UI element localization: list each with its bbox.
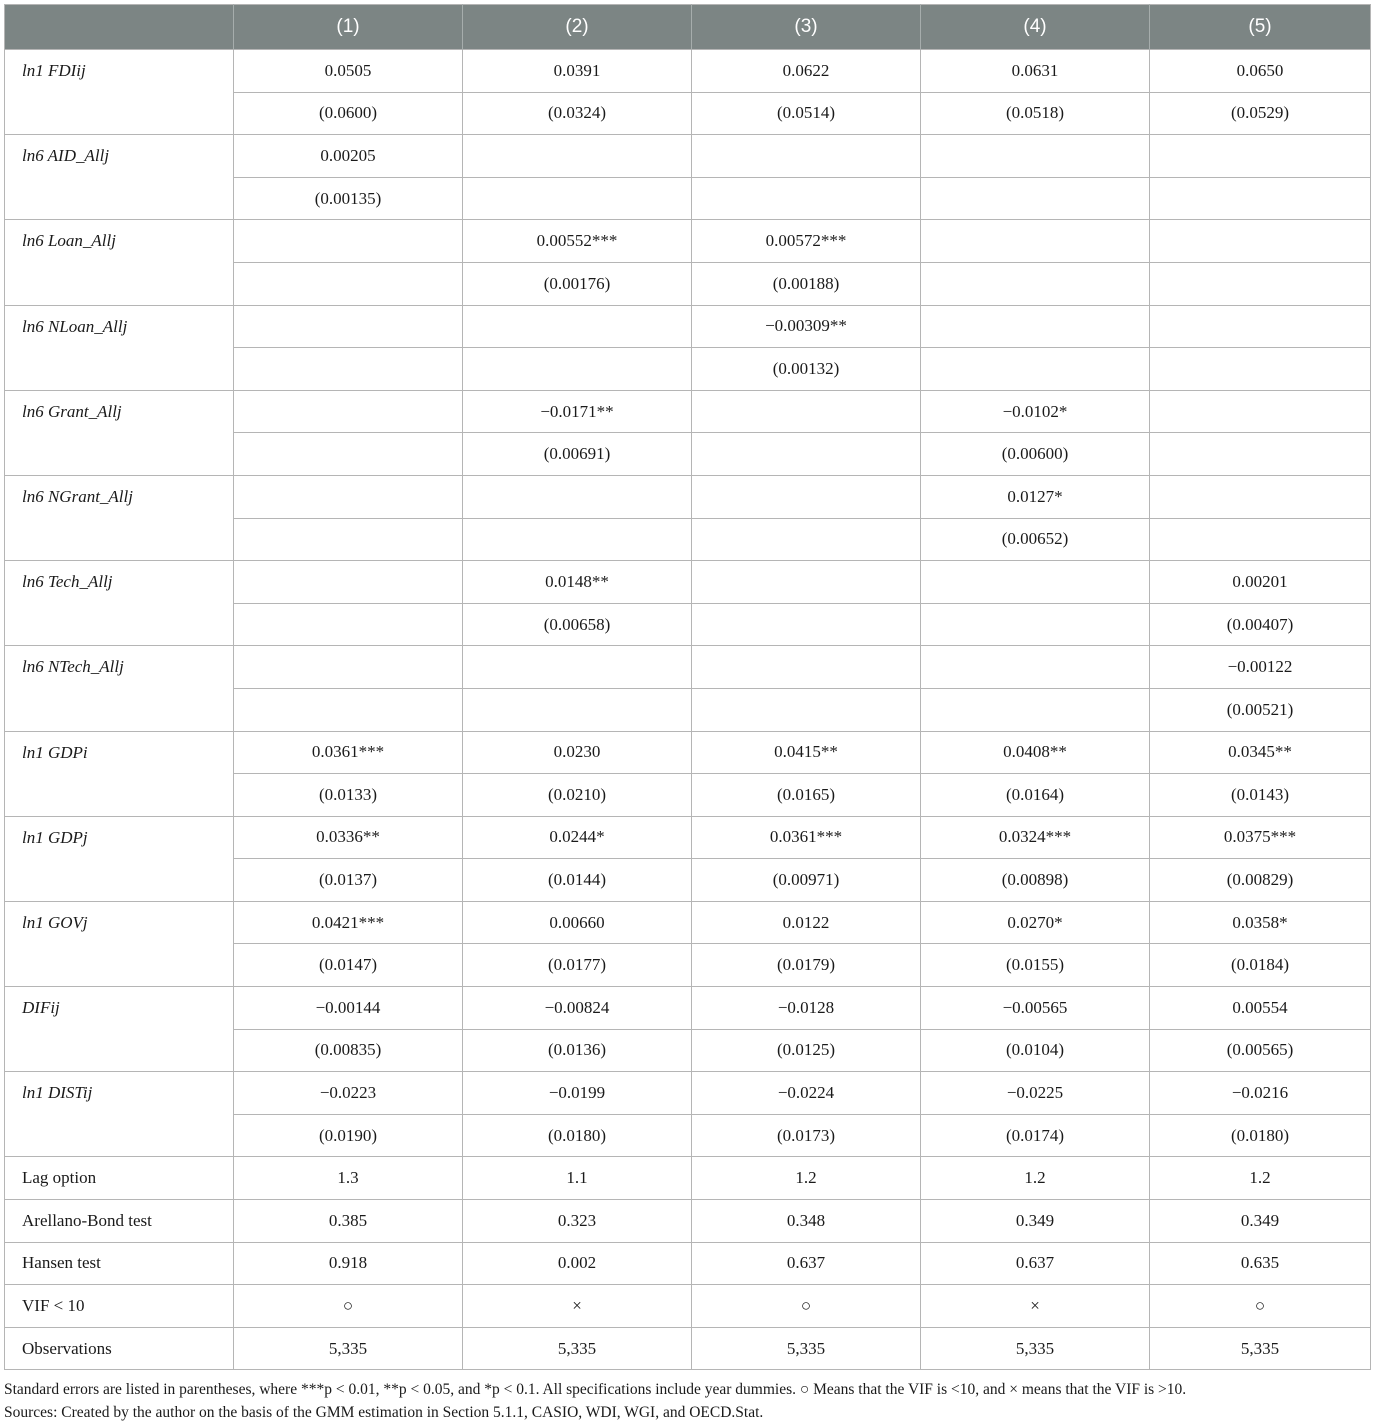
coefficient-cell: 0.0361***	[692, 816, 921, 859]
coefficient-cell: −0.0102*	[921, 390, 1150, 433]
coefficient-cell: 0.0415**	[692, 731, 921, 774]
coefficient-cell: −0.00565	[921, 987, 1150, 1030]
table-header	[5, 5, 1371, 50]
coefficient-cell: 0.0391	[463, 50, 692, 93]
table-row-statistic	[5, 1285, 1371, 1328]
coefficient-cell: 0.0375***	[1150, 816, 1371, 859]
standard-error-cell: (0.0514)	[692, 92, 921, 135]
variable-label: ln1 GDPj	[5, 816, 234, 901]
variable-label: ln6 Loan_Allj	[5, 220, 234, 305]
standard-error-cell: (0.00176)	[463, 262, 692, 305]
header-cell-model-4: (4)	[921, 5, 1150, 50]
standard-error-cell: (0.0133)	[234, 774, 463, 817]
table-row-coefficient	[5, 220, 1371, 263]
coefficient-cell: −0.00824	[463, 987, 692, 1030]
statistic-value-cell: 5,335	[234, 1327, 463, 1370]
coefficient-cell: −0.0224	[692, 1072, 921, 1115]
standard-error-cell: (0.0180)	[1150, 1114, 1371, 1157]
coefficient-cell	[921, 305, 1150, 348]
standard-error-cell	[234, 688, 463, 731]
coefficient-cell: 0.0336**	[234, 816, 463, 859]
coefficient-cell: −0.0225	[921, 1072, 1150, 1115]
table-row-coefficient	[5, 1072, 1371, 1115]
standard-error-cell	[234, 433, 463, 476]
coefficient-cell	[692, 135, 921, 178]
table-row-coefficient	[5, 135, 1371, 178]
standard-error-cell: (0.0518)	[921, 92, 1150, 135]
table-body	[5, 50, 1371, 1370]
regression-table	[4, 4, 1371, 1370]
variable-label: ln1 GDPi	[5, 731, 234, 816]
coefficient-cell: 0.0650	[1150, 50, 1371, 93]
statistic-value-cell: ×	[463, 1285, 692, 1328]
standard-error-cell: (0.00652)	[921, 518, 1150, 561]
coefficient-cell: 0.0505	[234, 50, 463, 93]
coefficient-cell: 0.0230	[463, 731, 692, 774]
standard-error-cell: (0.0210)	[463, 774, 692, 817]
coefficient-cell: 0.0244*	[463, 816, 692, 859]
table-row-coefficient	[5, 50, 1371, 93]
coefficient-cell: 0.00660	[463, 901, 692, 944]
standard-error-cell: (0.0164)	[921, 774, 1150, 817]
standard-error-cell	[463, 348, 692, 391]
coefficient-cell: 0.0324***	[921, 816, 1150, 859]
coefficient-cell: −0.0223	[234, 1072, 463, 1115]
coefficient-cell	[921, 561, 1150, 604]
standard-error-cell: (0.00188)	[692, 262, 921, 305]
coefficient-cell	[692, 561, 921, 604]
standard-error-cell: (0.0144)	[463, 859, 692, 902]
variable-label: ln1 GOVj	[5, 901, 234, 986]
statistic-value-cell: 5,335	[692, 1327, 921, 1370]
table-row-coefficient	[5, 901, 1371, 944]
statistic-label: Observations	[5, 1327, 234, 1370]
standard-error-cell: (0.00600)	[921, 433, 1150, 476]
statistic-value-cell: 1.2	[921, 1157, 1150, 1200]
coefficient-cell	[692, 390, 921, 433]
notes-line-standard-errors: Standard errors are listed in parentheses, where ***p < 0.01, **p < 0.05, and *p < 0.1. All specifications include year dummies. ○ Means that the VIF is <10, and × means that the VIF is >10.	[4, 1381, 1187, 1399]
standard-error-cell: (0.0179)	[692, 944, 921, 987]
statistic-value-cell: 5,335	[1150, 1327, 1371, 1370]
standard-error-cell: (0.00835)	[234, 1029, 463, 1072]
variable-label: ln6 Grant_Allj	[5, 390, 234, 475]
table-row-coefficient	[5, 561, 1371, 604]
statistic-value-cell: 1.2	[1150, 1157, 1371, 1200]
coefficient-cell: 0.00554	[1150, 987, 1371, 1030]
standard-error-cell: (0.0324)	[463, 92, 692, 135]
standard-error-cell	[921, 688, 1150, 731]
standard-error-cell: (0.0137)	[234, 859, 463, 902]
standard-error-cell	[1150, 433, 1371, 476]
standard-error-cell: (0.0143)	[1150, 774, 1371, 817]
standard-error-cell	[234, 518, 463, 561]
standard-error-cell: (0.0173)	[692, 1114, 921, 1157]
coefficient-cell: −0.00144	[234, 987, 463, 1030]
standard-error-cell: (0.0529)	[1150, 92, 1371, 135]
table-row-statistic	[5, 1200, 1371, 1243]
coefficient-cell	[921, 220, 1150, 263]
standard-error-cell	[1150, 348, 1371, 391]
statistic-value-cell: 1.1	[463, 1157, 692, 1200]
standard-error-cell: (0.0136)	[463, 1029, 692, 1072]
standard-error-cell: (0.0174)	[921, 1114, 1150, 1157]
coefficient-cell	[234, 475, 463, 518]
variable-label: DIFij	[5, 987, 234, 1072]
coefficient-cell	[1150, 305, 1371, 348]
standard-error-cell	[921, 262, 1150, 305]
statistic-value-cell: ○	[692, 1285, 921, 1328]
standard-error-cell: (0.00521)	[1150, 688, 1371, 731]
standard-error-cell	[234, 603, 463, 646]
header-cell-model-3: (3)	[692, 5, 921, 50]
standard-error-cell	[234, 348, 463, 391]
table-row-statistic	[5, 1327, 1371, 1370]
standard-error-cell: (0.0125)	[692, 1029, 921, 1072]
coefficient-cell	[1150, 390, 1371, 433]
statistic-value-cell: 0.002	[463, 1242, 692, 1285]
coefficient-cell: 0.0127*	[921, 475, 1150, 518]
coefficient-cell	[921, 646, 1150, 689]
coefficient-cell: 0.00552***	[463, 220, 692, 263]
statistic-value-cell: 5,335	[463, 1327, 692, 1370]
coefficient-cell: 0.0358*	[1150, 901, 1371, 944]
standard-error-cell	[921, 348, 1150, 391]
table-row-coefficient	[5, 646, 1371, 689]
standard-error-cell	[692, 433, 921, 476]
standard-error-cell: (0.0104)	[921, 1029, 1150, 1072]
statistic-value-cell: 1.3	[234, 1157, 463, 1200]
statistic-value-cell: ○	[234, 1285, 463, 1328]
standard-error-cell	[692, 177, 921, 220]
variable-label: ln6 NLoan_Allj	[5, 305, 234, 390]
coefficient-cell	[234, 390, 463, 433]
table-row-statistic	[5, 1157, 1371, 1200]
table-row-coefficient	[5, 731, 1371, 774]
statistic-value-cell: 0.385	[234, 1200, 463, 1243]
variable-label: ln6 NTech_Allj	[5, 646, 234, 731]
standard-error-cell: (0.00971)	[692, 859, 921, 902]
variable-label: ln6 NGrant_Allj	[5, 475, 234, 560]
statistic-value-cell: ○	[1150, 1285, 1371, 1328]
coefficient-cell: −0.0199	[463, 1072, 692, 1115]
standard-error-cell	[1150, 177, 1371, 220]
statistic-value-cell: ×	[921, 1285, 1150, 1328]
statistic-value-cell: 0.637	[692, 1242, 921, 1285]
standard-error-cell	[921, 603, 1150, 646]
header-cell-variable	[5, 5, 234, 50]
statistic-value-cell: 0.349	[921, 1200, 1150, 1243]
standard-error-cell: (0.00132)	[692, 348, 921, 391]
standard-error-cell: (0.0180)	[463, 1114, 692, 1157]
coefficient-cell: 0.0361***	[234, 731, 463, 774]
standard-error-cell: (0.00658)	[463, 603, 692, 646]
coefficient-cell	[234, 561, 463, 604]
standard-error-cell	[463, 177, 692, 220]
coefficient-cell	[463, 475, 692, 518]
statistic-value-cell: 0.637	[921, 1242, 1150, 1285]
standard-error-cell: (0.0190)	[234, 1114, 463, 1157]
coefficient-cell	[234, 220, 463, 263]
header-row	[5, 5, 1371, 50]
statistic-value-cell: 0.918	[234, 1242, 463, 1285]
table-notes	[4, 1378, 1370, 1424]
coefficient-cell: 0.0345**	[1150, 731, 1371, 774]
notes-line-sources: Sources: Created by the author on the basis of the GMM estimation in Section 5.1.1, CASIO, WDI, WGI, and OECD.Stat.	[4, 1404, 764, 1422]
regression-table-container	[4, 4, 1370, 1424]
statistic-label: Arellano-Bond test	[5, 1200, 234, 1243]
standard-error-cell: (0.0184)	[1150, 944, 1371, 987]
coefficient-cell	[234, 305, 463, 348]
statistic-label: Hansen test	[5, 1242, 234, 1285]
coefficient-cell: 0.00201	[1150, 561, 1371, 604]
header-cell-model-2: (2)	[463, 5, 692, 50]
standard-error-cell: (0.00829)	[1150, 859, 1371, 902]
statistic-value-cell: 0.635	[1150, 1242, 1371, 1285]
table-row-coefficient	[5, 987, 1371, 1030]
standard-error-cell	[692, 518, 921, 561]
table-row-coefficient	[5, 475, 1371, 518]
variable-label: ln6 Tech_Allj	[5, 561, 234, 646]
header-cell-model-1: (1)	[234, 5, 463, 50]
coefficient-cell	[463, 305, 692, 348]
statistic-label: VIF < 10	[5, 1285, 234, 1328]
statistic-value-cell: 5,335	[921, 1327, 1150, 1370]
header-cell-model-5: (5)	[1150, 5, 1371, 50]
coefficient-cell	[692, 475, 921, 518]
statistic-value-cell: 1.2	[692, 1157, 921, 1200]
coefficient-cell: −0.00309**	[692, 305, 921, 348]
coefficient-cell	[1150, 135, 1371, 178]
coefficient-cell: −0.0171**	[463, 390, 692, 433]
standard-error-cell	[463, 688, 692, 731]
standard-error-cell: (0.00691)	[463, 433, 692, 476]
coefficient-cell: 0.0631	[921, 50, 1150, 93]
table-row-coefficient	[5, 390, 1371, 433]
coefficient-cell: 0.0408**	[921, 731, 1150, 774]
coefficient-cell: 0.0622	[692, 50, 921, 93]
coefficient-cell: 0.00205	[234, 135, 463, 178]
variable-label: ln1 FDIij	[5, 50, 234, 135]
standard-error-cell: (0.0147)	[234, 944, 463, 987]
standard-error-cell	[1150, 262, 1371, 305]
table-row-coefficient	[5, 305, 1371, 348]
standard-error-cell	[692, 688, 921, 731]
variable-label: ln1 DISTij	[5, 1072, 234, 1157]
coefficient-cell: 0.00572***	[692, 220, 921, 263]
standard-error-cell: (0.00898)	[921, 859, 1150, 902]
coefficient-cell	[463, 646, 692, 689]
coefficient-cell	[921, 135, 1150, 178]
table-row-coefficient	[5, 816, 1371, 859]
standard-error-cell	[1150, 518, 1371, 561]
statistic-label: Lag option	[5, 1157, 234, 1200]
coefficient-cell: −0.00122	[1150, 646, 1371, 689]
coefficient-cell: 0.0421***	[234, 901, 463, 944]
coefficient-cell: −0.0216	[1150, 1072, 1371, 1115]
statistic-value-cell: 0.323	[463, 1200, 692, 1243]
coefficient-cell: −0.0128	[692, 987, 921, 1030]
standard-error-cell: (0.00565)	[1150, 1029, 1371, 1072]
coefficient-cell	[234, 646, 463, 689]
coefficient-cell: 0.0270*	[921, 901, 1150, 944]
standard-error-cell: (0.00135)	[234, 177, 463, 220]
standard-error-cell: (0.0155)	[921, 944, 1150, 987]
variable-label: ln6 AID_Allj	[5, 135, 234, 220]
coefficient-cell: 0.0148**	[463, 561, 692, 604]
standard-error-cell	[234, 262, 463, 305]
statistic-value-cell: 0.348	[692, 1200, 921, 1243]
standard-error-cell	[692, 603, 921, 646]
standard-error-cell: (0.0600)	[234, 92, 463, 135]
statistic-value-cell: 0.349	[1150, 1200, 1371, 1243]
table-row-statistic	[5, 1242, 1371, 1285]
standard-error-cell	[921, 177, 1150, 220]
coefficient-cell	[692, 646, 921, 689]
coefficient-cell	[1150, 220, 1371, 263]
standard-error-cell: (0.0177)	[463, 944, 692, 987]
standard-error-cell	[463, 518, 692, 561]
coefficient-cell	[1150, 475, 1371, 518]
coefficient-cell: 0.0122	[692, 901, 921, 944]
standard-error-cell: (0.0165)	[692, 774, 921, 817]
coefficient-cell	[463, 135, 692, 178]
standard-error-cell: (0.00407)	[1150, 603, 1371, 646]
